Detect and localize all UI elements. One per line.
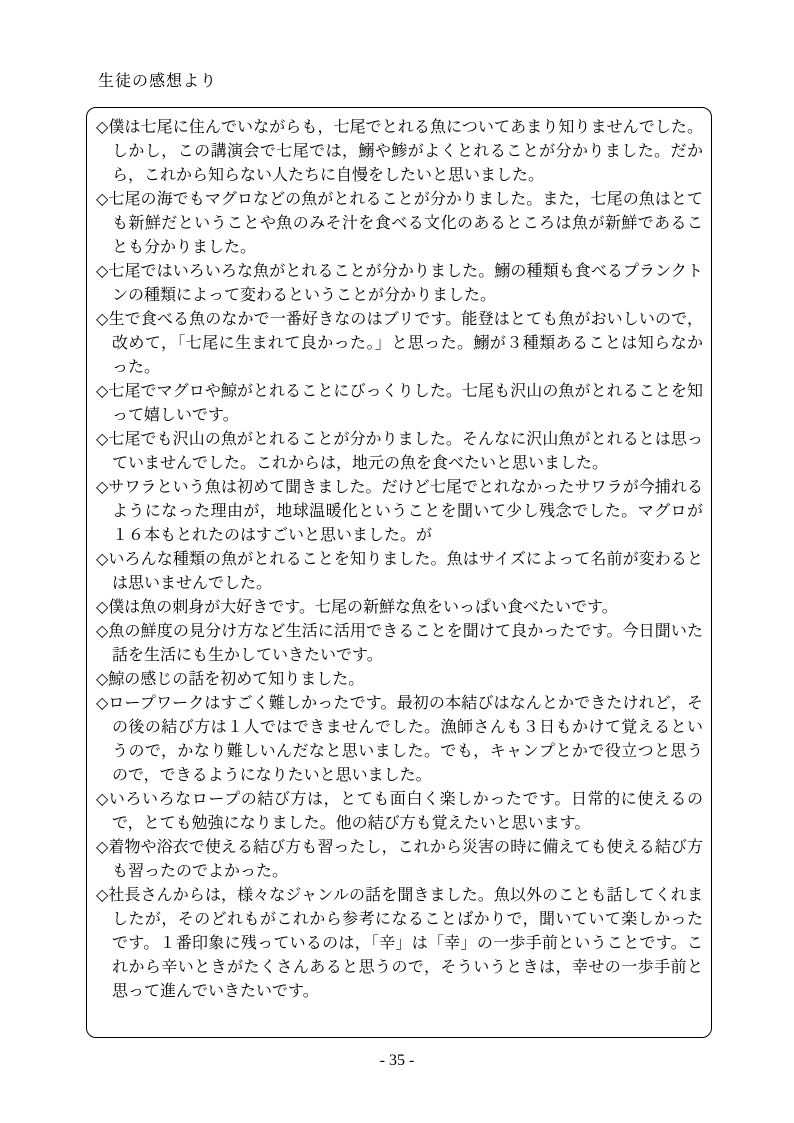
comment-item: ◇サワラという魚は初めて聞きました。だけど七尾でとれなかったサワラが今捕れるようになった理由が，地球温暖化ということを聞いて少し残念でした。マグロが１６本もとれたのはすごいと思いました。が: [96, 479, 703, 544]
comment-item: ◇七尾ではいろいろな魚がとれることが分かりました。鰯の種類も食べるプランクトンの種類によって変わるということが分かりました。: [96, 263, 703, 304]
comment-item: ◇僕は魚の刺身が大好きです。七尾の新鮮な魚をいっぱい食べたいです。: [96, 599, 618, 616]
comment-item: ◇着物や浴衣で使える結び方も習ったし，これから災害の時に備えても使える結び方も習ったのでよかった。: [96, 839, 703, 880]
comment-item: ◇鯨の感じの話を初めて知りました。: [96, 671, 365, 688]
comment-item: ◇七尾でマグロや鯨がとれることにびっくりした。七尾も沢山の魚がとれることを知って嬉しいです。: [96, 383, 703, 424]
comment-item: ◇いろんな種類の魚がとれることを知りました。魚はサイズによって名前が変わるとは思いませんでした。: [96, 551, 703, 592]
page-number: - 35 -: [379, 1052, 415, 1069]
comment-item: ◇七尾でも沢山の魚がとれることが分かりました。そんなに沢山魚がとれるとは思っていませんでした。これからは，地元の魚を食べたいと思いました。: [96, 431, 703, 472]
comment-item: ◇社長さんからは，様々なジャンルの話を聞きました。魚以外のことも話してくれましたが，そのどれもがこれから参考になることばかりで，聞いていて楽しかったです。１番印象に残っているのは，「辛」は「幸」の一歩手前ということです。これから辛いときがたくさんあると思うので，そういうときは，幸せの一歩手前と思って進んでいきたいです。: [96, 887, 703, 1000]
comment-item: ◇七尾の海でもマグロなどの魚がとれることが分かりました。また，七尾の魚はとても新鮮だということや魚のみそ汁を食べる文化のあるところは魚が新鮮であることも分かりました。: [96, 191, 703, 256]
comment-item: ◇生で食べる魚のなかで一番好きなのはブリです。能登はとても魚がおいしいので，改めて，「七尾に生まれて良かった。」と思った。鰯が３種類あることは知らなかった。: [96, 311, 703, 376]
comment-item: ◇いろいろなロープの結び方は，とても面白く楽しかったです。日常的に使えるので，とても勉強になりました。他の結び方も覚えたいと思います。: [96, 791, 703, 832]
comment-item: ◇ロープワークはすごく難しかったです。最初の本結びはなんとかできたけれど，その後の結び方は１人ではできませんでした。漁師さんも３日もかけて覚えるというので，かなり難しいんだなと思いました。でも，キャンプとかで役立つと思うので，できるようになりたいと思いました。: [96, 695, 703, 784]
comment-item: ◇魚の鮮度の見分け方など生活に活用できることを聞けて良かったです。今日聞いた話を生活にも生かしていきたいです。: [96, 623, 703, 664]
page-title: 生徒の感想より: [98, 73, 218, 90]
comments-box: [86, 107, 712, 1038]
comment-item: ◇僕は七尾に住んでいながらも，七尾でとれる魚についてあまり知りませんでした。しかし，この講演会で七尾では，鰯や鯵がよくとれることが分かりました。だから，これから知らない人たちに自慢をしたいと思いました。: [96, 119, 703, 184]
